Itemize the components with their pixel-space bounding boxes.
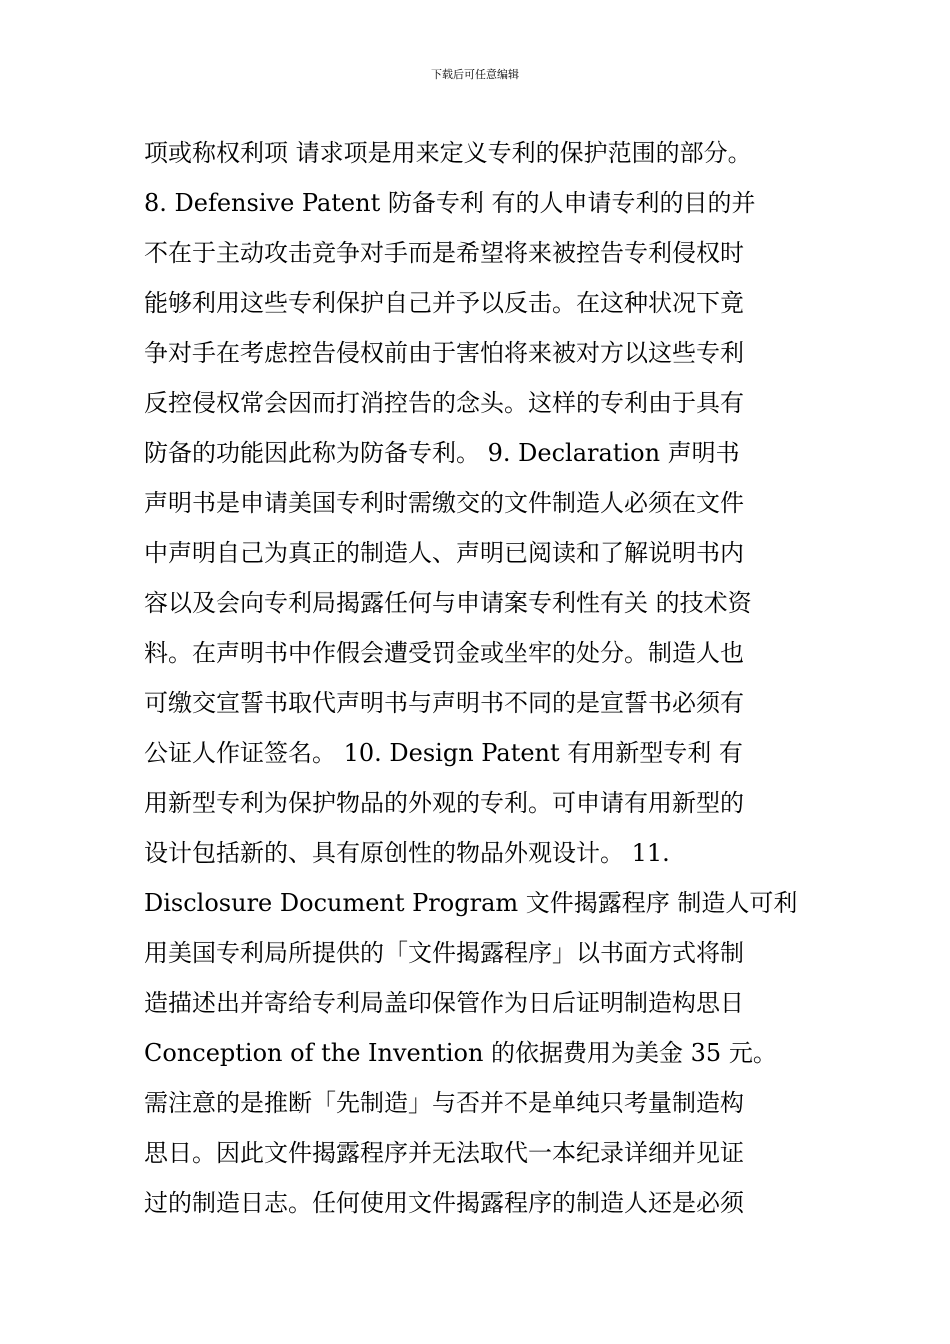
text-line: 过的制造日志。任何使用文件揭露程序的制造人还是必须 bbox=[144, 1189, 744, 1217]
text-line: 8. Defensive Patent 防备专利 有的人申请专利的目的并 bbox=[144, 189, 756, 217]
text-line: Conception of the Invention 的依据费用为美金 35 元。 bbox=[144, 1039, 777, 1067]
text-line: 需注意的是推断「先制造」与否并不是单纯只考量制造构 bbox=[144, 1089, 744, 1117]
text-line: 争对手在考虑控告侵权前由于害怕将来被对方以这些专利 bbox=[144, 339, 744, 367]
text-line: 可缴交宣誓书取代声明书与声明书不同的是宣誓书必须有 bbox=[144, 689, 744, 717]
text-line: 用新型专利为保护物品的外观的专利。可申请有用新型的 bbox=[144, 789, 744, 817]
text-line: 防备的功能因此称为防备专利。 9. Declaration 声明书 bbox=[144, 439, 740, 467]
text-line: 声明书是申请美国专利时需缴交的文件制造人必须在文件 bbox=[144, 489, 744, 517]
text-line: 中声明自己为真正的制造人、声明已阅读和了解说明书内 bbox=[144, 539, 744, 567]
text-line: 不在于主动攻击竞争对手而是希望将来被控告专利侵权时 bbox=[144, 239, 744, 267]
text-line: Disclosure Document Program 文件揭露程序 制造人可利 bbox=[144, 889, 798, 917]
text-line: 思日。因此文件揭露程序并无法取代一本纪录详细并见证 bbox=[144, 1139, 744, 1167]
page-header: 下载后可任意编辑 bbox=[431, 68, 519, 81]
text-line: 用美国专利局所提供的「文件揭露程序」以书面方式将制 bbox=[144, 939, 744, 967]
body-text bbox=[144, 128, 804, 1228]
text-line: 项或称权利项 请求项是用来定义专利的保护范围的部分。 bbox=[144, 139, 752, 167]
text-line: 能够利用这些专利保护自己并予以反击。在这种状况下竟 bbox=[144, 289, 744, 317]
text-line: 造描述出并寄给专利局盖印保管作为日后证明制造构思日 bbox=[144, 989, 744, 1017]
text-line: 容以及会向专利局揭露任何与申请案专利性有关 的技术资 bbox=[144, 589, 752, 617]
text-line: 料。在声明书中作假会遭受罚金或坐牢的处分。制造人也 bbox=[144, 639, 744, 667]
text-line: 设计包括新的、具有原创性的物品外观设计。 11. bbox=[144, 839, 670, 867]
text-line: 反控侵权常会因而打消控告的念头。这样的专利由于具有 bbox=[144, 389, 744, 417]
text-line: 公证人作证签名。 10. Design Patent 有用新型专利 有 bbox=[144, 739, 743, 767]
